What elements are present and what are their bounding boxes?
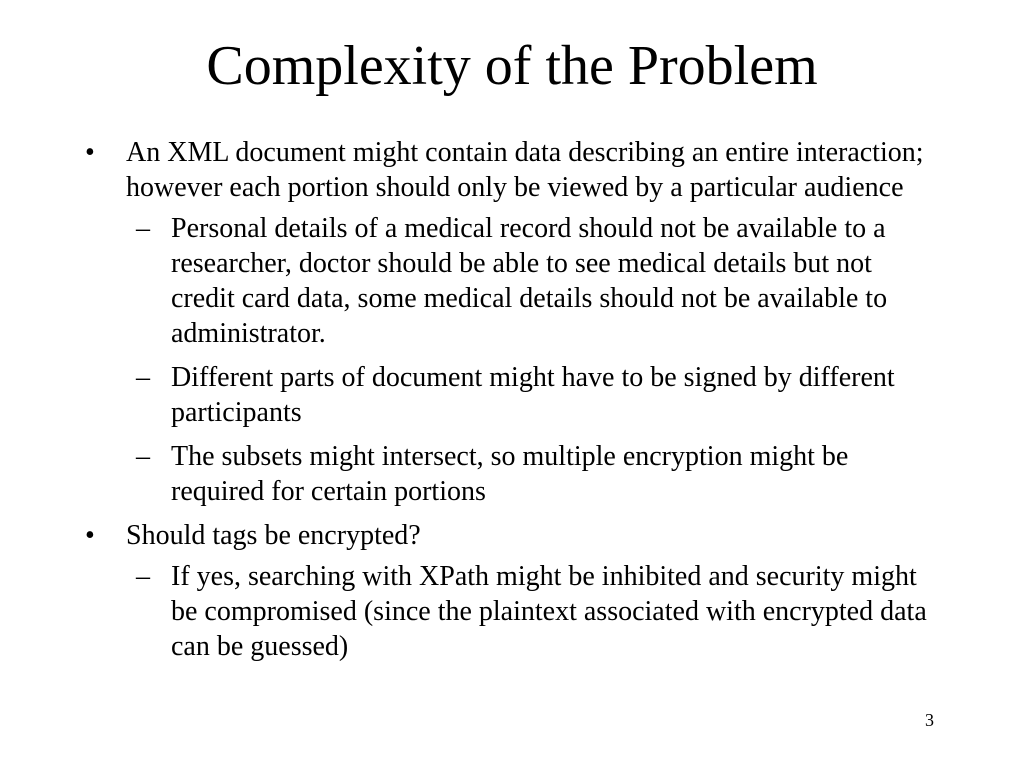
bullet-text: An XML document might contain data describing an entire interaction; however each portion should only be viewed by a particular audience bbox=[126, 137, 924, 203]
sub-bullet-text: The subsets might intersect, so multiple encryption might be required for certain portions bbox=[171, 441, 849, 507]
sub-bullet-text: Personal details of a medical record should not be available to a researcher, doctor should be able to see medical details but not credit card data, some medical details should not be available to administrator. bbox=[171, 213, 888, 349]
bullet-item bbox=[85, 518, 945, 553]
slide-content bbox=[85, 135, 945, 673]
sub-bullet-list bbox=[85, 559, 945, 664]
sub-bullet-text: Different parts of document might have to be signed by different participants bbox=[171, 362, 895, 428]
sub-bullet-item bbox=[85, 559, 941, 664]
sub-bullet-marker: – bbox=[136, 441, 150, 472]
bullet-text: Should tags be encrypted? bbox=[126, 520, 421, 551]
bullet-marker: • bbox=[85, 520, 95, 551]
sub-bullet-marker: – bbox=[136, 362, 150, 393]
sub-bullet-marker: – bbox=[136, 213, 150, 244]
sub-bullet-item bbox=[85, 439, 941, 509]
bullet-item bbox=[85, 135, 945, 205]
sub-bullet-item bbox=[85, 360, 941, 430]
sub-bullet-text: If yes, searching with XPath might be inhibited and security might be compromised (since the plaintext associated with encrypted data can be guessed) bbox=[171, 561, 927, 662]
sub-bullet-item bbox=[85, 211, 941, 351]
page-number: 3 bbox=[925, 710, 934, 730]
bullet-marker: • bbox=[85, 137, 95, 168]
sub-bullet-marker: – bbox=[136, 561, 150, 592]
sub-bullet-list bbox=[85, 211, 945, 509]
slide-title: Complexity of the Problem bbox=[206, 35, 818, 97]
